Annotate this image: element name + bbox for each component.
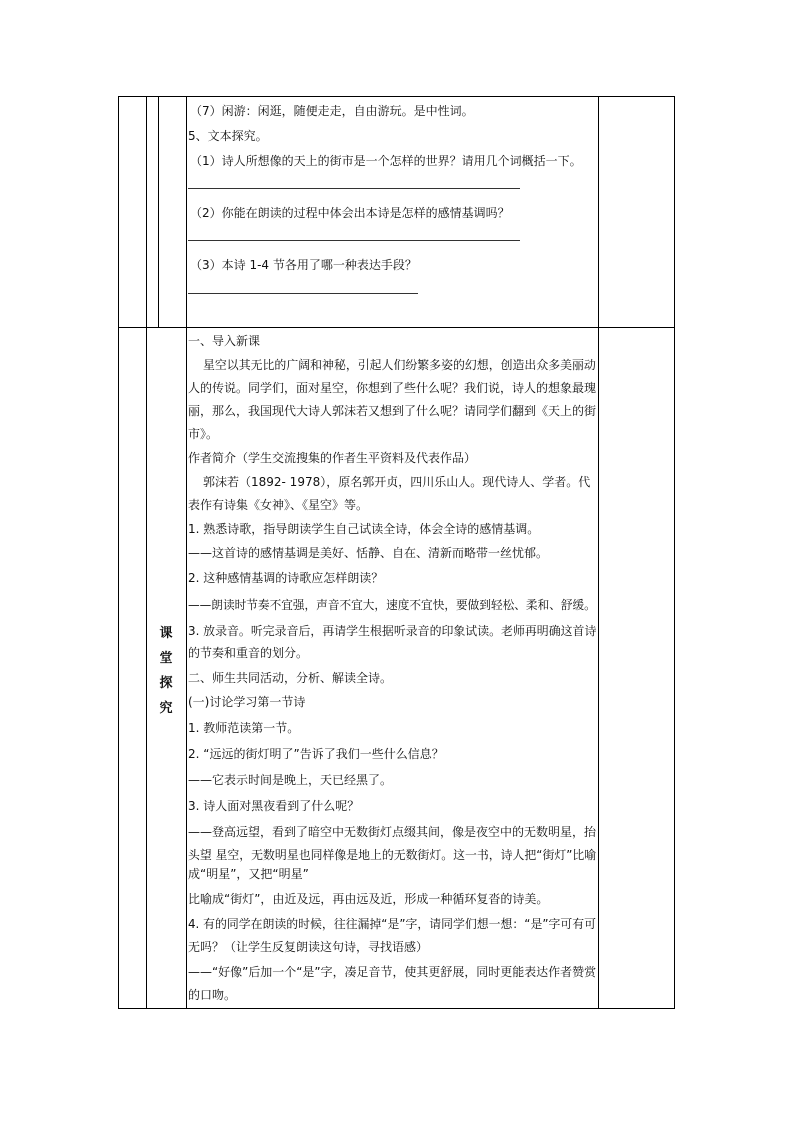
section-label-char-4: 究 [159, 701, 173, 716]
main-line-19: ——它表示时间是晚上，天已经黑了。 [188, 773, 393, 787]
column-divider-1 [146, 96, 147, 1009]
main-line-22: 头望 星空，无数明星也同样像是地上的无数街灯。这一书，诗人把“街灯”比喻 [188, 848, 597, 862]
main-line-15: 二、师生共同活动，分析、解读全诗。 [188, 671, 393, 685]
table-bottom-border [118, 1008, 675, 1009]
item-5-heading: 5、文本探究。 [188, 129, 268, 143]
main-line-05: 市》。 [188, 427, 219, 441]
main-line-10: ——这首诗的感情基调是美好、恬静、自在、清新而略带一丝忧郁。 [188, 546, 549, 560]
question-2: （2）你能在朗读的过程中体会出本诗是怎样的感情基调吗？ [190, 206, 510, 220]
main-line-04: 丽，那么，我国现代大诗人郭沫若又想到了什么呢？请同学们翻到《天上的街 [188, 404, 597, 418]
main-line-14: 的节奏和重音的划分。 [188, 646, 309, 660]
main-line-25: 4. 有的同学在朗读的时候，往往漏掉“是”字，请同学们想一想：“是”字可有可 [188, 917, 597, 931]
main-line-11: 2. 这种感情基调的诗歌应怎样朗读？ [188, 571, 384, 585]
table-left-border [118, 96, 119, 1009]
main-line-20: 3. 诗人面对黑夜看到了什么呢？ [188, 799, 360, 813]
main-line-18: 2. “远远的街灯明了”告诉了我们一些什么信息？ [188, 747, 444, 761]
main-line-07: 郭沫若（1892- 1978），原名郭开贞，四川乐山人。现代诗人、学者。代 [203, 475, 591, 489]
main-line-12: ——朗读时节奏不宜强，声音不宜大，速度不宜快，要做到轻松、柔和、舒缓。 [188, 598, 596, 612]
question-1: （1）诗人所想像的天上的街市是一个怎样的世界？请用几个词概括一下。 [190, 154, 582, 168]
main-line-02: 星空以其无比的广阔和神秘，引起人们纷繁多姿的幻想，创造出众多美丽动 [203, 358, 596, 372]
column-divider-3 [598, 96, 599, 1009]
answer-line-2 [188, 240, 520, 241]
section-label-char-2: 堂 [159, 651, 173, 666]
main-line-16: (一)讨论学习第一节诗 [188, 695, 306, 709]
question-3: （3）本诗 1-4 节各用了哪一种表达手段？ [190, 258, 417, 272]
item-7: （7）闲游：闲逛，随便走走，自由游玩。是中性词。 [190, 104, 474, 118]
main-line-13: 3. 放录音。听完录音后，再请学生根据听录音的印象试读。老师再明确这首诗 [188, 624, 597, 638]
main-line-06: 作者简介（学生交流搜集的作者生平资料及代表作品） [188, 451, 477, 465]
main-line-26: 无吗？（让学生反复朗读这句诗，寻找语感） [188, 940, 429, 954]
main-line-08: 表作有诗集《女神》、《星空》等。 [188, 498, 369, 512]
column-divider-2 [186, 96, 187, 1009]
main-line-23: 成“明星”，又把“明星” [188, 867, 309, 881]
main-line-01: 一、导入新课 [188, 334, 261, 348]
main-line-28: 的口吻。 [188, 988, 237, 1002]
main-line-03: 人的传说。同学们，面对星空，你想到了些什么呢？我们说，诗人的想象最瑰 [188, 381, 597, 395]
row-divider [118, 327, 675, 328]
main-line-17: 1. 教师范读第一节。 [188, 721, 300, 735]
answer-line-1 [188, 188, 520, 189]
main-line-27: ——“好像”后加一个“是”字，凑足音节，使其更舒展，同时更能表达作者赞赏 [188, 965, 597, 979]
section-label-char-1: 课 [159, 626, 173, 641]
main-line-21: ——登高远望，看到了暗空中无数街灯点缀其间，像是夜空中的无数明星，抬 [188, 825, 597, 839]
answer-line-3 [188, 293, 418, 294]
column-divider-1b [158, 96, 159, 327]
table-right-border [674, 96, 675, 1009]
main-line-09: 1. 熟悉诗歌，指导朗读学生自己试读全诗，体会全诗的感情基调。 [188, 522, 540, 536]
section-label-char-3: 探 [159, 676, 173, 691]
table-top-border [118, 96, 675, 97]
main-line-24: 比喻成“街灯”，由近及远，再由远及近，形成一种循环复沓的诗美。 [188, 892, 549, 906]
